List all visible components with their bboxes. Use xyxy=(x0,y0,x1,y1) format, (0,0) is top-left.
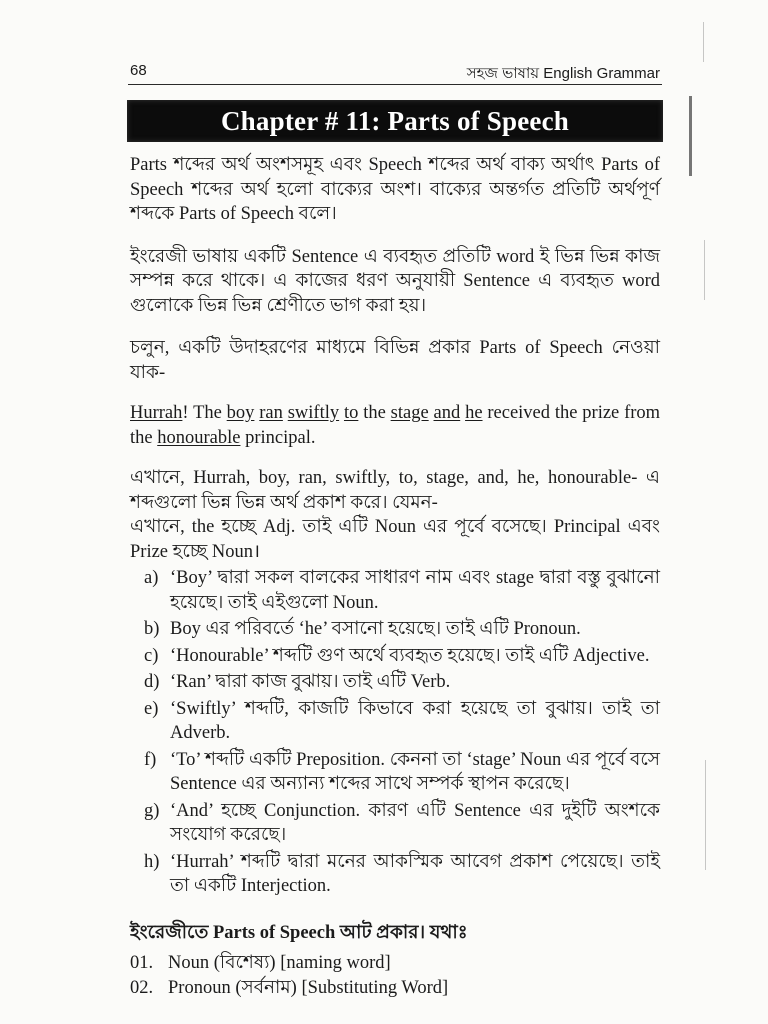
list-item-label: a) xyxy=(144,568,159,588)
example-word: stage xyxy=(390,403,429,423)
list-item xyxy=(130,799,660,848)
types-list xyxy=(130,951,660,1000)
list-item-text: ‘Swiftly’ শব্দটি, কাজটি কিভাবে করা হয়েছে তা বুঝায়। তাই তা Adverb. xyxy=(170,698,660,743)
list-item-text: ‘Boy’ দ্বারা সকল বালকের সাধারণ নাম এবং stage দ্বারা বস্তু বুঝানো হয়েছে। তাই এইগুলো Noun. xyxy=(170,568,660,613)
example-word: swiftly xyxy=(287,403,340,423)
chapter-banner xyxy=(127,100,663,142)
example-sentence xyxy=(130,401,660,450)
list-item-label: c) xyxy=(144,645,159,666)
type-item xyxy=(130,976,660,1001)
example-text: principal. xyxy=(240,427,316,448)
list-item xyxy=(130,748,660,797)
list-item xyxy=(130,644,660,669)
types-heading: ইংরেজীতে Parts of Speech আট প্রকার। যথাঃ xyxy=(130,922,468,943)
list-item-label: g) xyxy=(144,800,160,821)
list-item xyxy=(130,850,660,899)
example-word: he xyxy=(465,403,483,423)
page-header xyxy=(128,60,662,85)
list-item-text: ‘Honourable’ শব্দটি গুণ অর্থে ব্যবহৃত হয়েছে। তাই এটি Adjective. xyxy=(170,645,650,666)
scan-edge-mark xyxy=(703,22,704,62)
list-item xyxy=(130,670,660,695)
sentence-usage-paragraph: ইংরেজী ভাষায় একটি Sentence এ ব্যবহৃত প্রতিটি word ই ভিন্ন ভিন্ন কাজ সম্পন্ন করে থাকে। এ কাজের ধরণ অনুযায়ী Sentence এ ব্যবহৃত word গুলোকে ভিন্ন ভিন্ন শ্রেণীতে ভাগ করা হয়। xyxy=(130,246,660,316)
list-item-text: ‘Hurrah’ শব্দটি দ্বারা মনের আকস্মিক আবেগ প্রকাশ পেয়েছে। তাই তা একটি Interjection. xyxy=(170,851,660,896)
example-text: the xyxy=(358,403,391,423)
list-item-label: d) xyxy=(144,672,160,692)
list-item-label: h) xyxy=(144,851,160,872)
list-item-text: ‘Ran’ দ্বারা কাজ বুঝায়। তাই এটি Verb. xyxy=(170,672,451,692)
type-text: Pronoun (সর্বনাম) [Substituting Word] xyxy=(168,977,449,998)
example-word: boy xyxy=(226,403,255,423)
page-number: 68 xyxy=(130,62,147,79)
page-body xyxy=(130,153,660,1000)
list-item xyxy=(130,617,660,642)
list-item-label: e) xyxy=(144,698,159,719)
scan-edge-mark xyxy=(704,240,705,300)
parts-explanation-list xyxy=(130,566,660,899)
example-word: and xyxy=(433,403,461,423)
scan-edge-mark xyxy=(705,760,706,870)
type-number: 01. xyxy=(130,953,154,973)
type-item xyxy=(130,951,660,976)
type-number: 02. xyxy=(130,977,154,998)
explanation-the: এখানে, the হচ্ছে Adj. তাই এটি Noun এর পূর্বে বসেছে। Principal এবং Prize হচ্ছে Noun। xyxy=(130,517,660,562)
list-item xyxy=(130,697,660,746)
example-word: to xyxy=(343,403,359,423)
intro-paragraph: Parts শব্দের অর্থ অংশসমূহ এবং Speech শব্দের অর্থ বাক্য অর্থাৎ Parts of Speech শব্দের অর্থ হলো বাক্যের অংশ। বাক্যের অন্তর্গত প্রতিটি অর্থপূর্ণ শব্দকে Parts of Speech বলে। xyxy=(130,155,660,224)
type-text: Noun (বিশেষ্য) [naming word] xyxy=(168,953,391,973)
list-item-text: ‘To’ শব্দটি একটি Preposition. কেননা তা ‘stage’ Noun এর পূর্বে বসে Sentence এর অন্যান্য শব্দের সাথে সম্পর্ক স্থাপন করেছে। xyxy=(170,749,660,794)
example-text: received the prize from the xyxy=(130,403,661,448)
list-item-text: ‘And’ হচ্ছে Conjunction. কারণ এটি Sentence এর দুইটি অংশকে সংযোগ করেছে। xyxy=(170,800,660,845)
list-item-label: b) xyxy=(144,619,160,639)
example-intro-paragraph: চলুন, একটি উদাহরণের মাধ্যমে বিভিন্ন প্রকার Parts of Speech নেওয়া যাক- xyxy=(130,338,660,383)
list-item-text: Boy এর পরিবর্তে ‘he’ বসানো হয়েছে। তাই এটি Pronoun. xyxy=(170,619,581,639)
explanation-words: এখানে, Hurrah, boy, ran, swiftly, to, stage, and, he, honourable- এ শব্দগুলো ভিন্ন ভিন্ন অর্থ প্রকাশ করে। যেমন- xyxy=(130,468,660,513)
example-text: ! The xyxy=(182,403,227,423)
example-word: Hurrah xyxy=(130,403,183,423)
scan-edge-mark xyxy=(689,96,692,176)
example-word: ran xyxy=(259,403,283,423)
example-word: honourable xyxy=(157,427,241,448)
running-title: সহজ ভাষায় English Grammar xyxy=(466,65,660,82)
chapter-title: Chapter # 11: Parts of Speech xyxy=(220,105,570,136)
list-item-label: f) xyxy=(144,749,157,770)
list-item xyxy=(130,566,660,615)
